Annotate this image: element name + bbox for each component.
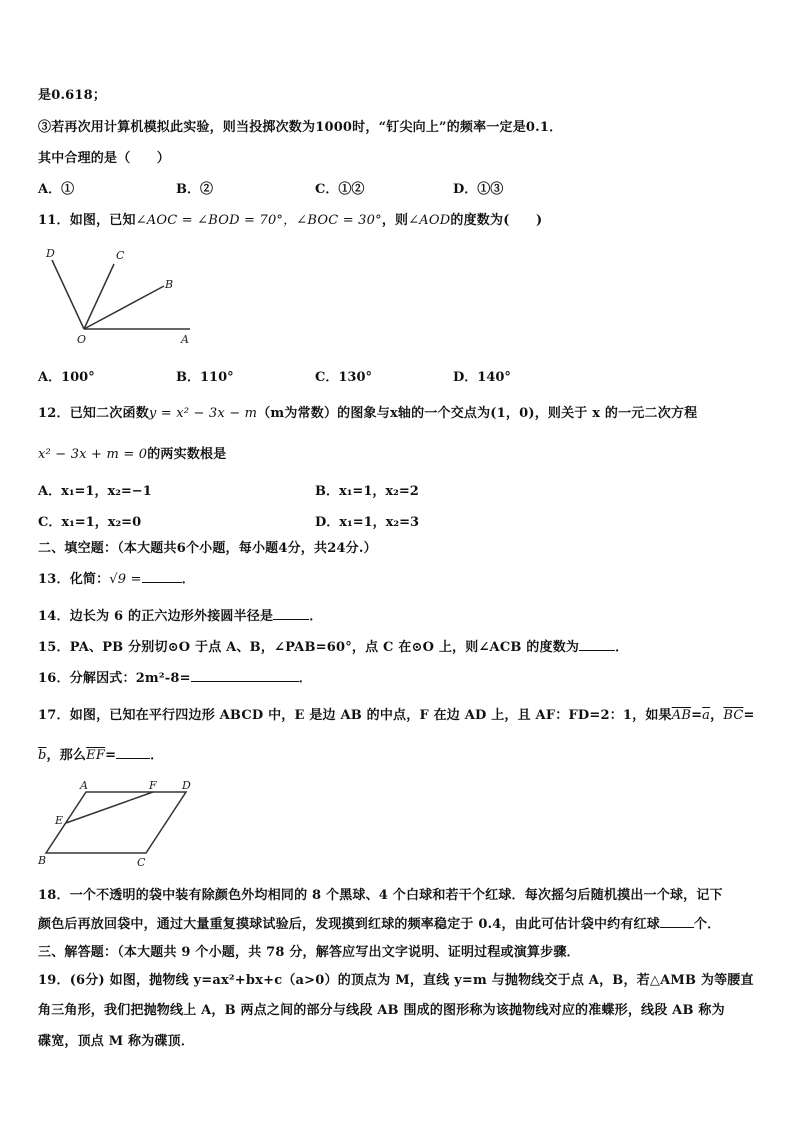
q14-text: 14．边长为 6 的正六边形外接圆半径是 — [38, 609, 274, 624]
option-d: D．140° — [453, 370, 511, 385]
option-d: D．①③ — [453, 182, 504, 197]
answer-blank[interactable] — [579, 638, 615, 651]
vector-ef: $\overline{EF}$ — [86, 748, 106, 763]
q16-text: 16．分解因式：2m²-8= — [38, 671, 191, 686]
q12-math: y = x² − 3x − m — [148, 406, 258, 421]
label-c: C — [116, 249, 125, 262]
option-b: B．② — [176, 182, 213, 197]
option-d: D．x₁=1，x₂=3 — [315, 515, 420, 530]
vector-ab: $\overline{AB}$ — [671, 708, 692, 723]
option-b: B．x₁=1，x₂=2 — [315, 484, 419, 499]
q17-text: ， — [710, 708, 724, 723]
label-d: D — [182, 779, 191, 792]
q12-text: 的两实数根是 — [147, 447, 227, 462]
ray-oc — [84, 264, 114, 329]
text-line: ③若再次用计算机模拟此实验，则当投掷次数为1000时，“钉尖向上”的频率一定是0.1． — [38, 120, 563, 135]
option-c: C．x₁=1，x₂=0 — [38, 515, 142, 530]
q11-text: 11．如图，已知 — [38, 213, 136, 228]
question-12-line2 — [38, 443, 226, 462]
q17-text: 17．如图，已知在平行四边形 ABCD 中，E 是边 AB 的中点，F 在边 AD 上，且 AF：FD=2：1，如果 — [38, 708, 672, 723]
section-heading: 二、填空题：（本大题共6个小题，每小题4分，共24分.） — [38, 541, 377, 556]
text-line: 是0.618； — [38, 88, 107, 103]
ray-ob — [84, 286, 164, 329]
question-17-line2 — [38, 744, 163, 763]
q13-text: ． — [181, 572, 195, 587]
option-a: A．100° — [38, 370, 95, 385]
label-a: A — [80, 779, 88, 792]
question-18: 18．一个不透明的袋中装有除颜色外均相同的 8 个黑球、4 个白球和若干个红球．每次摇匀后随机摸出一个球，记下 — [38, 888, 723, 903]
answer-blank[interactable] — [660, 915, 694, 928]
q11-text: 的度数为( ) — [450, 213, 543, 228]
ray-od — [52, 260, 84, 329]
q11-math: ∠AOD — [408, 213, 451, 228]
q18-text: 个． — [693, 917, 721, 932]
option-c: C．①② — [315, 182, 365, 197]
q12-math: x² − 3x + m = 0 — [38, 447, 148, 462]
option-c: C．130° — [315, 370, 372, 385]
vector-bc: $\overline{BC}$ — [723, 708, 744, 723]
answer-blank[interactable] — [191, 669, 299, 682]
label-c: C — [137, 856, 146, 869]
q17-text: ． — [150, 748, 164, 763]
question-15 — [38, 636, 628, 655]
q17-text: = — [105, 748, 117, 763]
answer-blank[interactable] — [116, 746, 150, 759]
label-e: E — [55, 814, 64, 827]
question-19-line2: 角三角形，我们把抛物线上 A，B 两点之间的部分与线段 AB 围成的图形称为该抛物线对应的准蝶形，线段 AB 称为 — [38, 1003, 725, 1018]
vector-a: $\overline{a}$ — [702, 708, 711, 723]
vector-b: $\overline{b}$ — [38, 748, 47, 763]
label-d: D — [46, 247, 55, 260]
answer-blank[interactable] — [142, 570, 182, 583]
question-14 — [38, 605, 322, 624]
angle-figure — [38, 242, 198, 347]
q12-text: 12．已知二次函数 — [38, 406, 149, 421]
q15-text: ． — [615, 640, 629, 655]
question-11 — [38, 209, 542, 228]
question-13 — [38, 568, 195, 587]
q11-math: ∠AOC = ∠BOD = 70°，∠BOC = 30° — [135, 213, 382, 228]
question-19: 19．(6分) 如图，抛物线 y=ax²+bx+c（a>0）的顶点为 M，直线 y=m 与抛物线交于点 A，B，若△AMB 为等腰直 — [38, 973, 754, 988]
q13-math: √9 = — [109, 572, 142, 587]
label-b: B — [38, 854, 47, 867]
answer-blank[interactable] — [273, 607, 309, 620]
q16-text: ． — [298, 671, 312, 686]
q11-text: ，则 — [381, 213, 409, 228]
label-f: F — [149, 779, 157, 792]
option-a: A．x₁=1，x₂=−1 — [38, 484, 152, 499]
label-o: O — [77, 333, 87, 346]
q13-text: 13．化简： — [38, 572, 110, 587]
question-19-line3: 碟宽，顶点 M 称为碟顶． — [38, 1034, 195, 1049]
question-16 — [38, 667, 312, 686]
option-b: B．110° — [176, 370, 234, 385]
question-17 — [38, 704, 755, 723]
q15-text: 15．PA、PB 分别切⊙O 于点 A、B，∠PAB=60°，点 C 在⊙O 上，则∠ACB 的度数为 — [38, 640, 580, 655]
segment-ef — [66, 792, 153, 823]
q17-text: = — [743, 708, 755, 723]
q17-text: = — [691, 708, 703, 723]
label-b: B — [165, 278, 174, 291]
option-a: A．① — [38, 182, 75, 197]
section-heading: 三、解答题：（本大题共 9 个小题，共 78 分，解答应写出文字说明、证明过程或演算步骤． — [38, 945, 580, 960]
parallelogram-figure — [36, 773, 196, 871]
q12-text: （m为常数）的图象与x轴的一个交点为(1，0)，则关于 x 的一元二次方程 — [257, 406, 698, 421]
q14-text: ． — [309, 609, 323, 624]
text-line: 其中合理的是（ ） — [38, 151, 171, 166]
q18-text: 颜色后再放回袋中，通过大量重复摸球试验后，发现摸到红球的频率稳定于 0.4，由此可估计袋中约有红球 — [38, 917, 660, 932]
question-12 — [38, 402, 697, 421]
q17-text: ，那么 — [46, 748, 87, 763]
label-a: A — [181, 333, 189, 346]
question-18-line2 — [38, 913, 720, 932]
